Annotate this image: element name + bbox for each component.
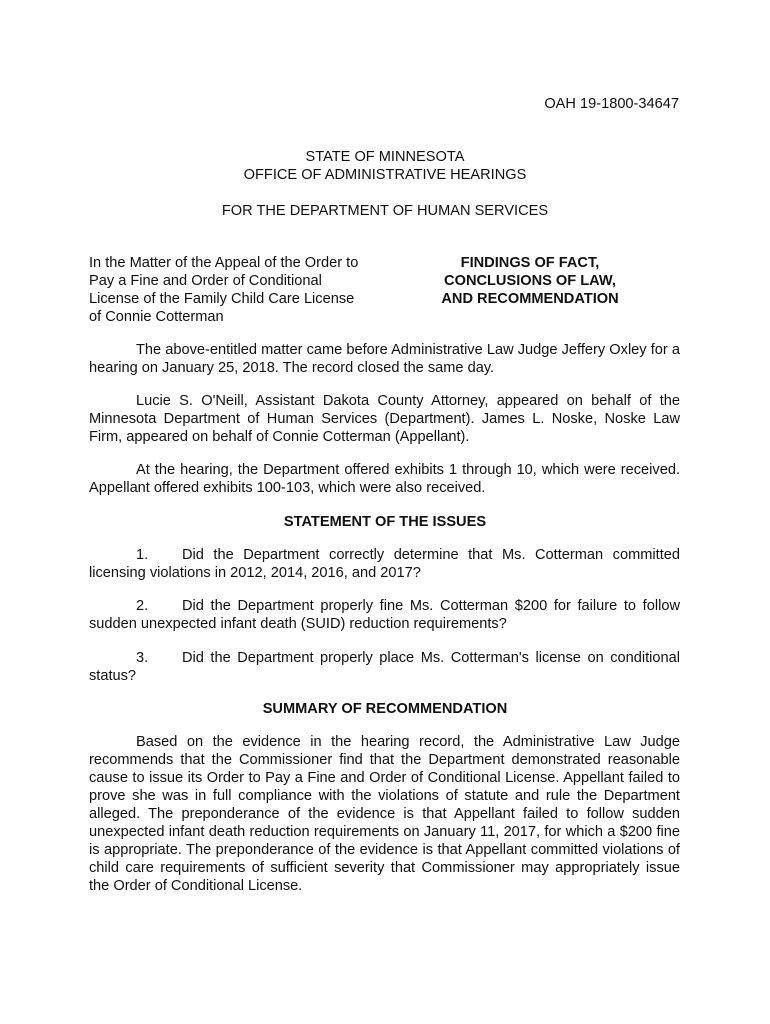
matter-line: of Connie Cotterman xyxy=(89,309,224,325)
intro-paragraph-hearing: The above-entitled matter came before Administrative Law Judge Jeffery Oxley for a hearing on January 25, 2018. The record closed the same day. xyxy=(89,342,680,376)
issues-heading: STATEMENT OF THE ISSUES xyxy=(283,514,487,530)
summary-paragraph: Based on the evidence in the hearing record, the Administrative Law Judge recommends that the Commissioner find that the Department demonstrated reasonable cause to issue its Order to Pay a Fine and Order of Conditional License. Appellant failed to prove she was in full compliance with the violations of statute and rule the Department alleged. The preponderance of the evidence is that Appellant failed to follow sudden unexpected infant death reduction requirements on January 11, 2017, for which a $200 fine is appropriate. The preponderance of the evidence is that Appellant committed violations of child care requirements of sufficient severity that Commissioner may appropriately issue the Order of Conditional License. xyxy=(89,734,680,894)
issue-item xyxy=(89,546,680,582)
state-heading: STATE OF MINNESOTA xyxy=(305,149,465,165)
issue-item xyxy=(89,649,680,685)
matter-caption xyxy=(89,254,389,326)
intro-paragraph-exhibits: At the hearing, the Department offered exhibits 1 through 10, which were received. Appellant offered exhibits 100-103, which were also received. xyxy=(89,462,680,496)
issue-text: Did the Department properly fine Ms. Cotterman $200 for failure to follow sudden unexpected infant death (SUID) reduction requirements? xyxy=(89,598,680,632)
issue-item xyxy=(89,597,680,633)
summary-heading: SUMMARY OF RECOMMENDATION xyxy=(262,701,508,717)
title-line: AND RECOMMENDATION xyxy=(441,291,619,307)
matter-line: License of the Family Child Care License xyxy=(89,291,355,307)
issue-text: Did the Department properly place Ms. Cotterman's license on conditional status? xyxy=(89,650,680,684)
document-title xyxy=(412,254,648,308)
title-line: FINDINGS OF FACT, xyxy=(460,255,600,271)
issue-number: 1. xyxy=(136,547,149,563)
case-number: OAH 19-1800-34647 xyxy=(544,96,679,112)
title-line: CONCLUSIONS OF LAW, xyxy=(444,273,616,289)
matter-line: In the Matter of the Appeal of the Order to xyxy=(89,255,359,271)
issue-number: 3. xyxy=(136,650,149,666)
issue-text: Did the Department correctly determine that Ms. Cotterman committed licensing violations in 2012, 2014, 2016, and 2017? xyxy=(89,547,680,581)
intro-paragraph-appearances: Lucie S. O'Neill, Assistant Dakota County Attorney, appeared on behalf of the Minnesota Department of Human Services (Department). James L. Noske, Noske Law Firm, appeared on behalf of Connie Cotterman (Appellant). xyxy=(89,393,680,445)
office-heading: OFFICE OF ADMINISTRATIVE HEARINGS xyxy=(243,167,527,183)
matter-line: Pay a Fine and Order of Conditional xyxy=(89,273,322,289)
department-heading: FOR THE DEPARTMENT OF HUMAN SERVICES xyxy=(221,203,549,219)
issue-number: 2. xyxy=(136,598,149,614)
